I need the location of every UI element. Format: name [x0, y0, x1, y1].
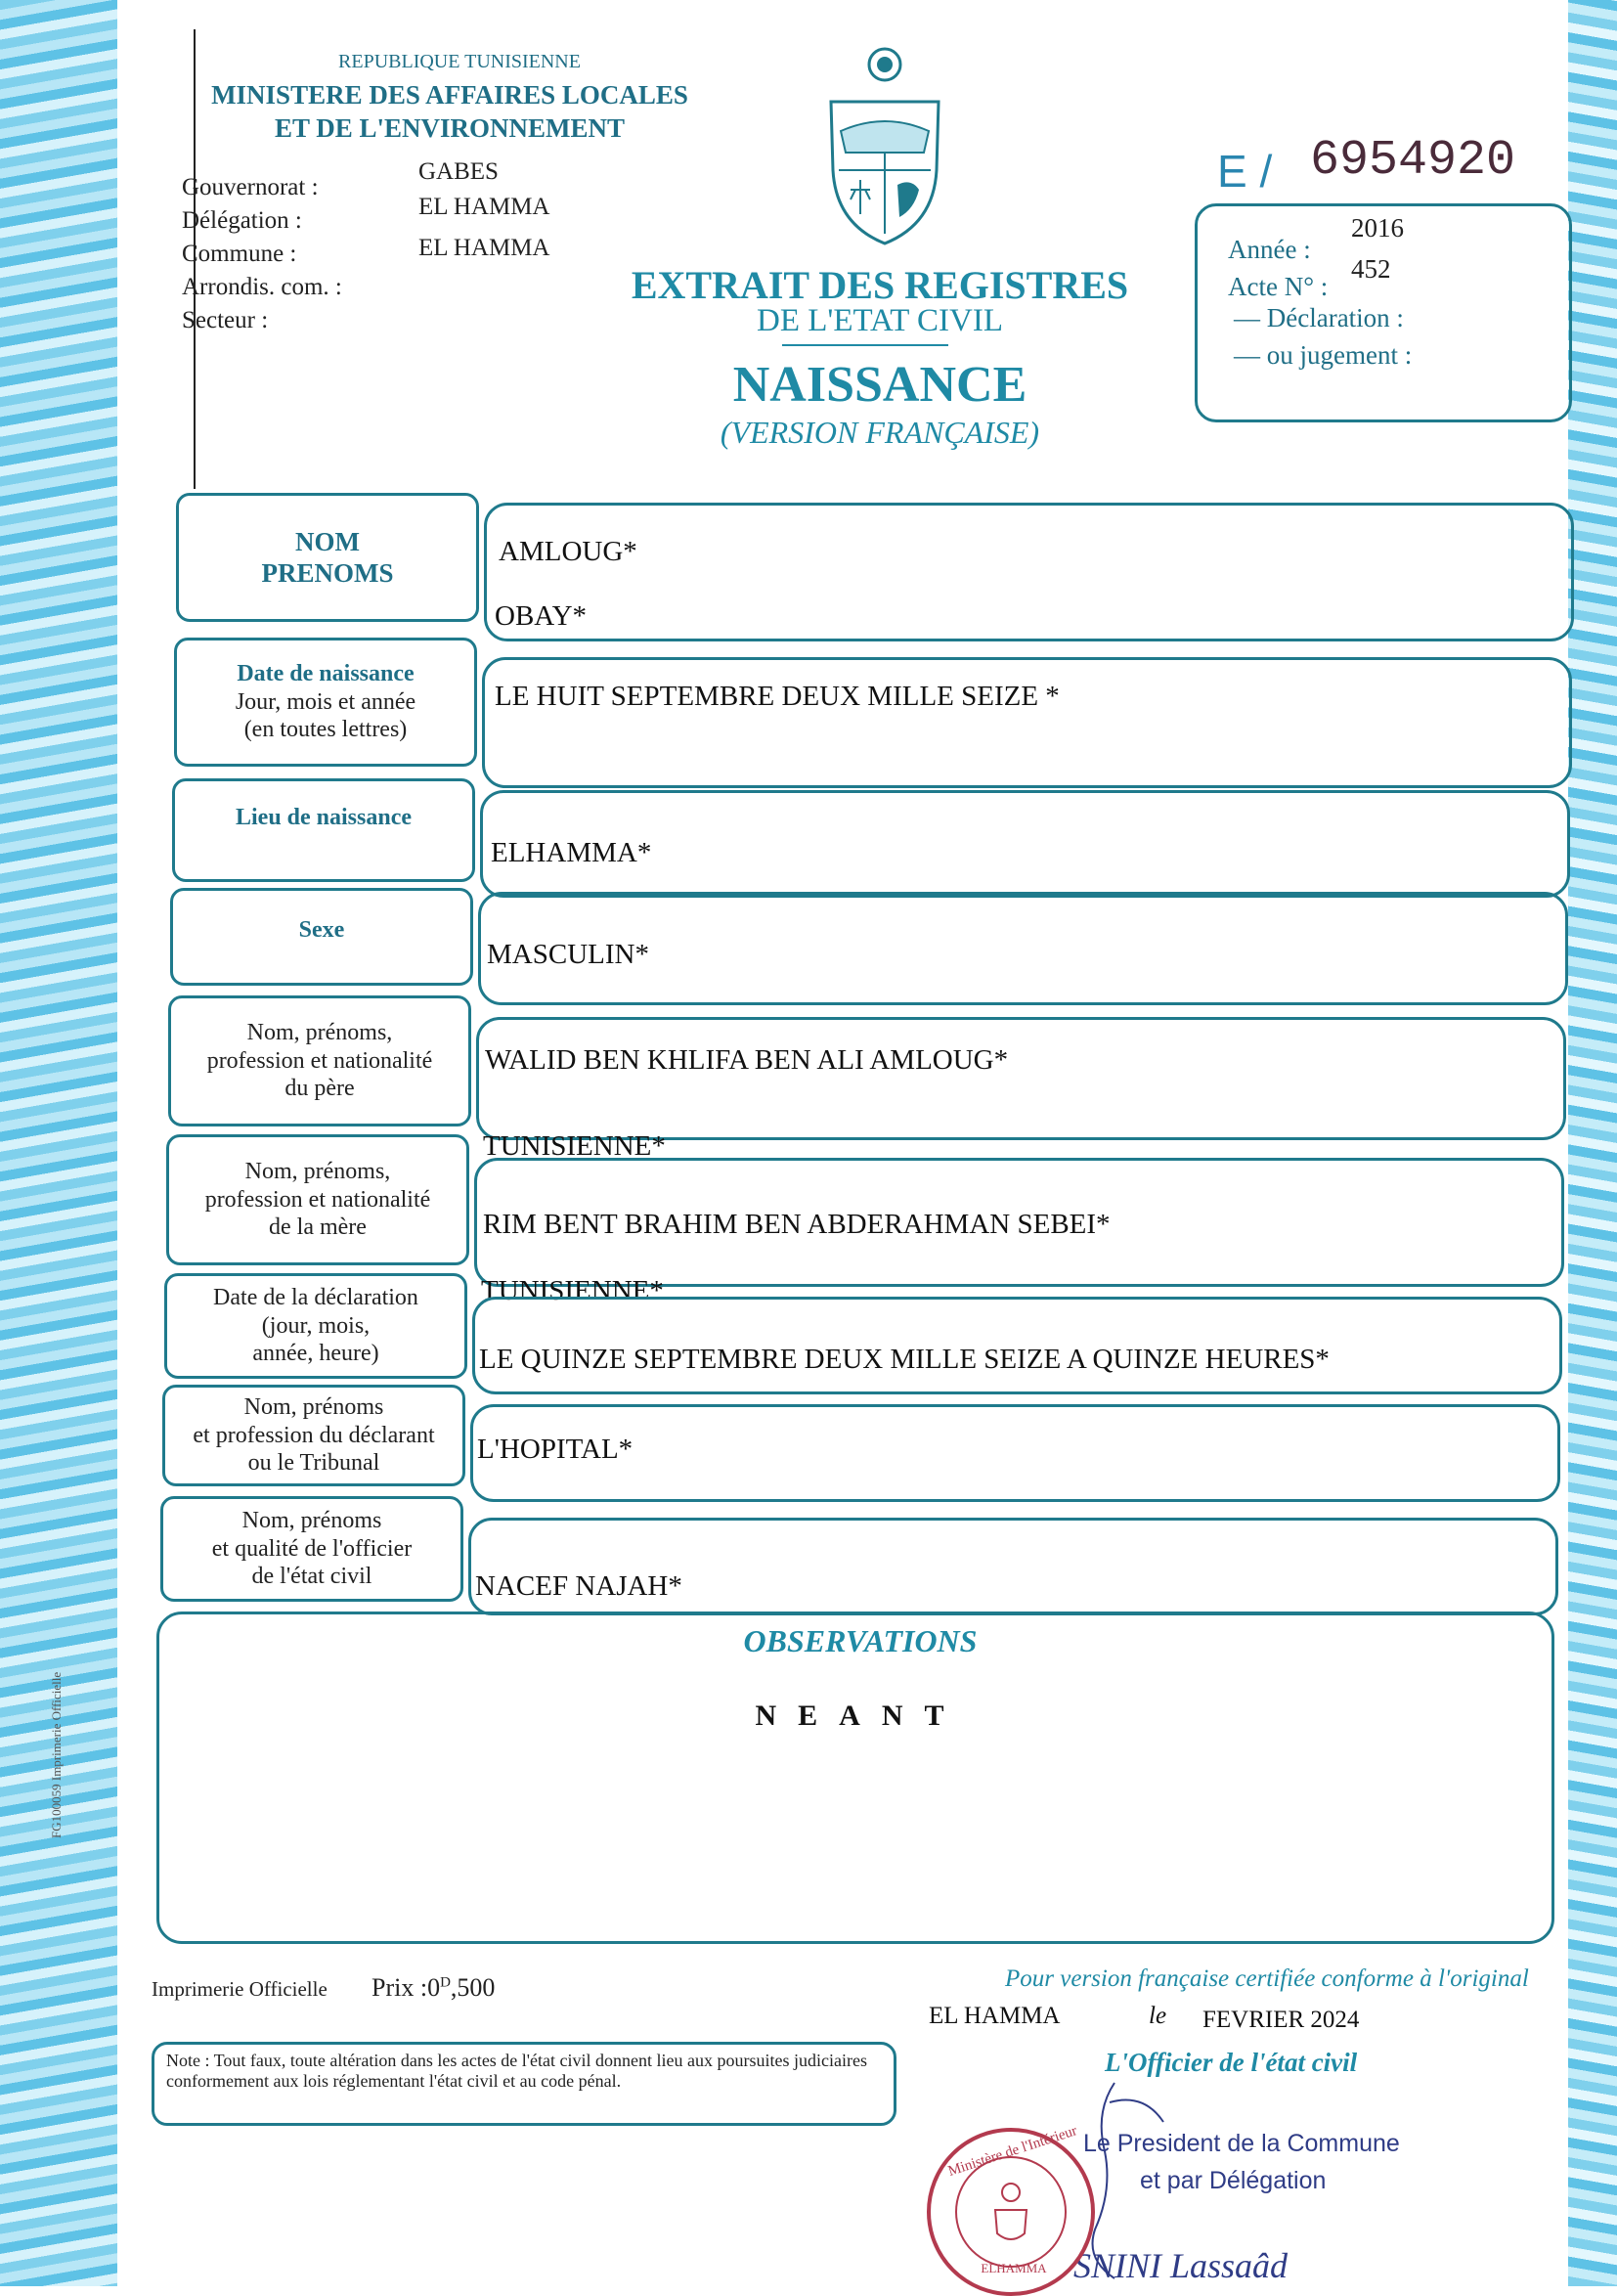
pere-value-box	[476, 1017, 1566, 1140]
officer-title: L'Officier de l'état civil	[1105, 2048, 1358, 2077]
delegation-text: et par Délégation	[1140, 2167, 1327, 2194]
note-box: Note : Tout faux, toute altération dans les actes de l'état civil donnent lieu aux poursuites judiciaires conformement aux lois réglementant l'état civil et au code pénal.	[152, 2042, 896, 2126]
nom-label: NOM	[295, 526, 360, 556]
pere-nationality: TUNISIENNE*	[483, 1130, 666, 1162]
gouvernorat-value: GABES	[418, 158, 499, 185]
declarant-label2: et profession du déclarant	[193, 1422, 435, 1448]
annee-value: 2016	[1351, 213, 1404, 243]
acte-number-label: Acte N° :	[1228, 272, 1329, 301]
imprimerie-label: Imprimerie Officielle	[152, 1977, 328, 2001]
coat-of-arms-icon	[821, 43, 948, 248]
mere-label1: Nom, prénoms,	[244, 1158, 391, 1184]
delegation-label: Délégation :	[182, 207, 302, 234]
declarant-label3: ou le Tribunal	[247, 1450, 380, 1477]
jugement-label: — ou jugement :	[1234, 340, 1413, 370]
commune-value: EL HAMMA	[418, 235, 550, 261]
mere-label-box	[166, 1134, 469, 1265]
month-year-text: FEVRIER 2024	[1202, 2007, 1360, 2033]
pere-label3: du père	[284, 1076, 355, 1102]
declarant-label1: Nom, prénoms	[243, 1393, 384, 1420]
pere-label1: Nom, prénoms,	[246, 1019, 393, 1045]
decorative-right-border	[1568, 0, 1617, 2286]
nom-label-box	[176, 493, 479, 622]
declaration-date-label2: (jour, mois,	[261, 1312, 371, 1339]
sexe-value: MASCULIN*	[487, 939, 649, 970]
lieu-label: Lieu de naissance	[235, 804, 413, 830]
prix-sup: D	[440, 1974, 451, 1991]
mere-nationality: TUNISIENNE*	[481, 1275, 664, 1306]
mere-value: RIM BENT BRAHIM BEN ABDERAHMAN SEBEI*	[483, 1209, 1111, 1240]
date-naissance-sub2: (en toutes lettres)	[243, 717, 408, 743]
decorative-left-border	[0, 0, 117, 2286]
acte-number-value: 452	[1351, 254, 1391, 284]
delegation-value: EL HAMMA	[418, 194, 550, 220]
arrondis-label: Arrondis. com. :	[182, 274, 342, 300]
title-naissance: NAISSANCE	[732, 357, 1027, 413]
pere-value: WALID BEN KHLIFA BEN ALI AMLOUG*	[485, 1044, 1009, 1076]
title-extrait: EXTRAIT DES REGISTRES	[631, 263, 1129, 307]
declaration-date-label3: année, heure)	[252, 1341, 379, 1367]
title-divider	[782, 344, 948, 346]
mere-label3: de la mère	[269, 1214, 367, 1241]
date-naissance-label-box	[174, 638, 477, 767]
republic-label: REPUBLIQUE TUNISIENNE	[338, 51, 581, 72]
printer-code: FG100059 Imprimerie Officielle	[49, 1671, 64, 1838]
pere-label2: profession et nationalité	[206, 1047, 433, 1074]
sexe-label: Sexe	[298, 916, 345, 943]
signature-name: SNINI Lassaâd	[1073, 2246, 1289, 2285]
title-version: (VERSION FRANÇAISE)	[720, 415, 1040, 450]
declaration-date-label-box	[164, 1273, 467, 1379]
annee-label: Année :	[1228, 235, 1311, 264]
observations-box	[156, 1612, 1554, 1944]
prix-prefix: Prix :0	[371, 1973, 441, 2002]
date-naissance-label: Date de naissance	[237, 660, 415, 686]
certified-text: Pour version française certifiée conforme à l'original	[1005, 1965, 1529, 1992]
place-text: EL HAMMA	[929, 2003, 1061, 2029]
date-naissance-value-box	[482, 657, 1572, 788]
declarant-label-box	[162, 1385, 465, 1486]
prenoms-label: PRENOMS	[261, 558, 394, 588]
lieu-value: ELHAMMA*	[491, 837, 652, 868]
prix-label	[371, 1973, 495, 2003]
secteur-label: Secteur :	[182, 307, 269, 333]
lieu-label-box	[172, 778, 475, 882]
title-etat-civil: DE L'ETAT CIVIL	[757, 303, 1003, 338]
ministry-line2: ET DE L'ENVIRONNEMENT	[274, 113, 626, 143]
president-text: Le President de la Commune	[1083, 2130, 1400, 2157]
signature-stroke	[1056, 2073, 1232, 2286]
date-naissance-value: LE HUIT SEPTEMBRE DEUX MILLE SEIZE *	[495, 681, 1060, 712]
officier-label3: de l'état civil	[251, 1564, 372, 1590]
declarant-value-box	[470, 1404, 1560, 1502]
commune-label: Commune :	[182, 241, 297, 267]
ministry-line1: MINISTERE DES AFFAIRES LOCALES	[211, 80, 688, 110]
gouvernorat-label: Gouvernorat :	[182, 174, 319, 200]
pere-label-box	[168, 995, 471, 1126]
mere-label2: profession et nationalité	[204, 1186, 431, 1213]
prix-suffix: ,500	[450, 1973, 496, 2002]
officier-value: NACEF NAJAH*	[475, 1570, 682, 1602]
prenoms-value: OBAY*	[495, 600, 588, 632]
serial-number: 6954920	[1310, 133, 1516, 189]
nom-value-box	[484, 503, 1574, 641]
sexe-label-box	[170, 888, 473, 986]
observations-value: NEANT	[755, 1700, 966, 1732]
officier-label2: et qualité de l'officier	[211, 1535, 413, 1562]
observations-title: OBSERVATIONS	[743, 1623, 978, 1658]
officier-label-box	[160, 1496, 463, 1602]
nom-value: AMLOUG*	[499, 536, 637, 567]
declaration-label: — Déclaration :	[1234, 303, 1404, 332]
officier-label1: Nom, prénoms	[241, 1507, 382, 1533]
serial-prefix: E /	[1217, 146, 1273, 197]
declarant-value: L'HOPITAL*	[477, 1434, 634, 1465]
date-naissance-sub1: Jour, mois et année	[235, 688, 416, 715]
stamp-city: ELHAMMA	[981, 2261, 1047, 2275]
stamp-text: Ministère de l'Intérieur	[945, 2123, 1079, 2180]
le-text: le	[1149, 2003, 1167, 2029]
declaration-date-value: LE QUINZE SEPTEMBRE DEUX MILLE SEIZE A QUINZE HEURES*	[479, 1344, 1330, 1375]
declaration-date-label1: Date de la déclaration	[213, 1284, 418, 1310]
